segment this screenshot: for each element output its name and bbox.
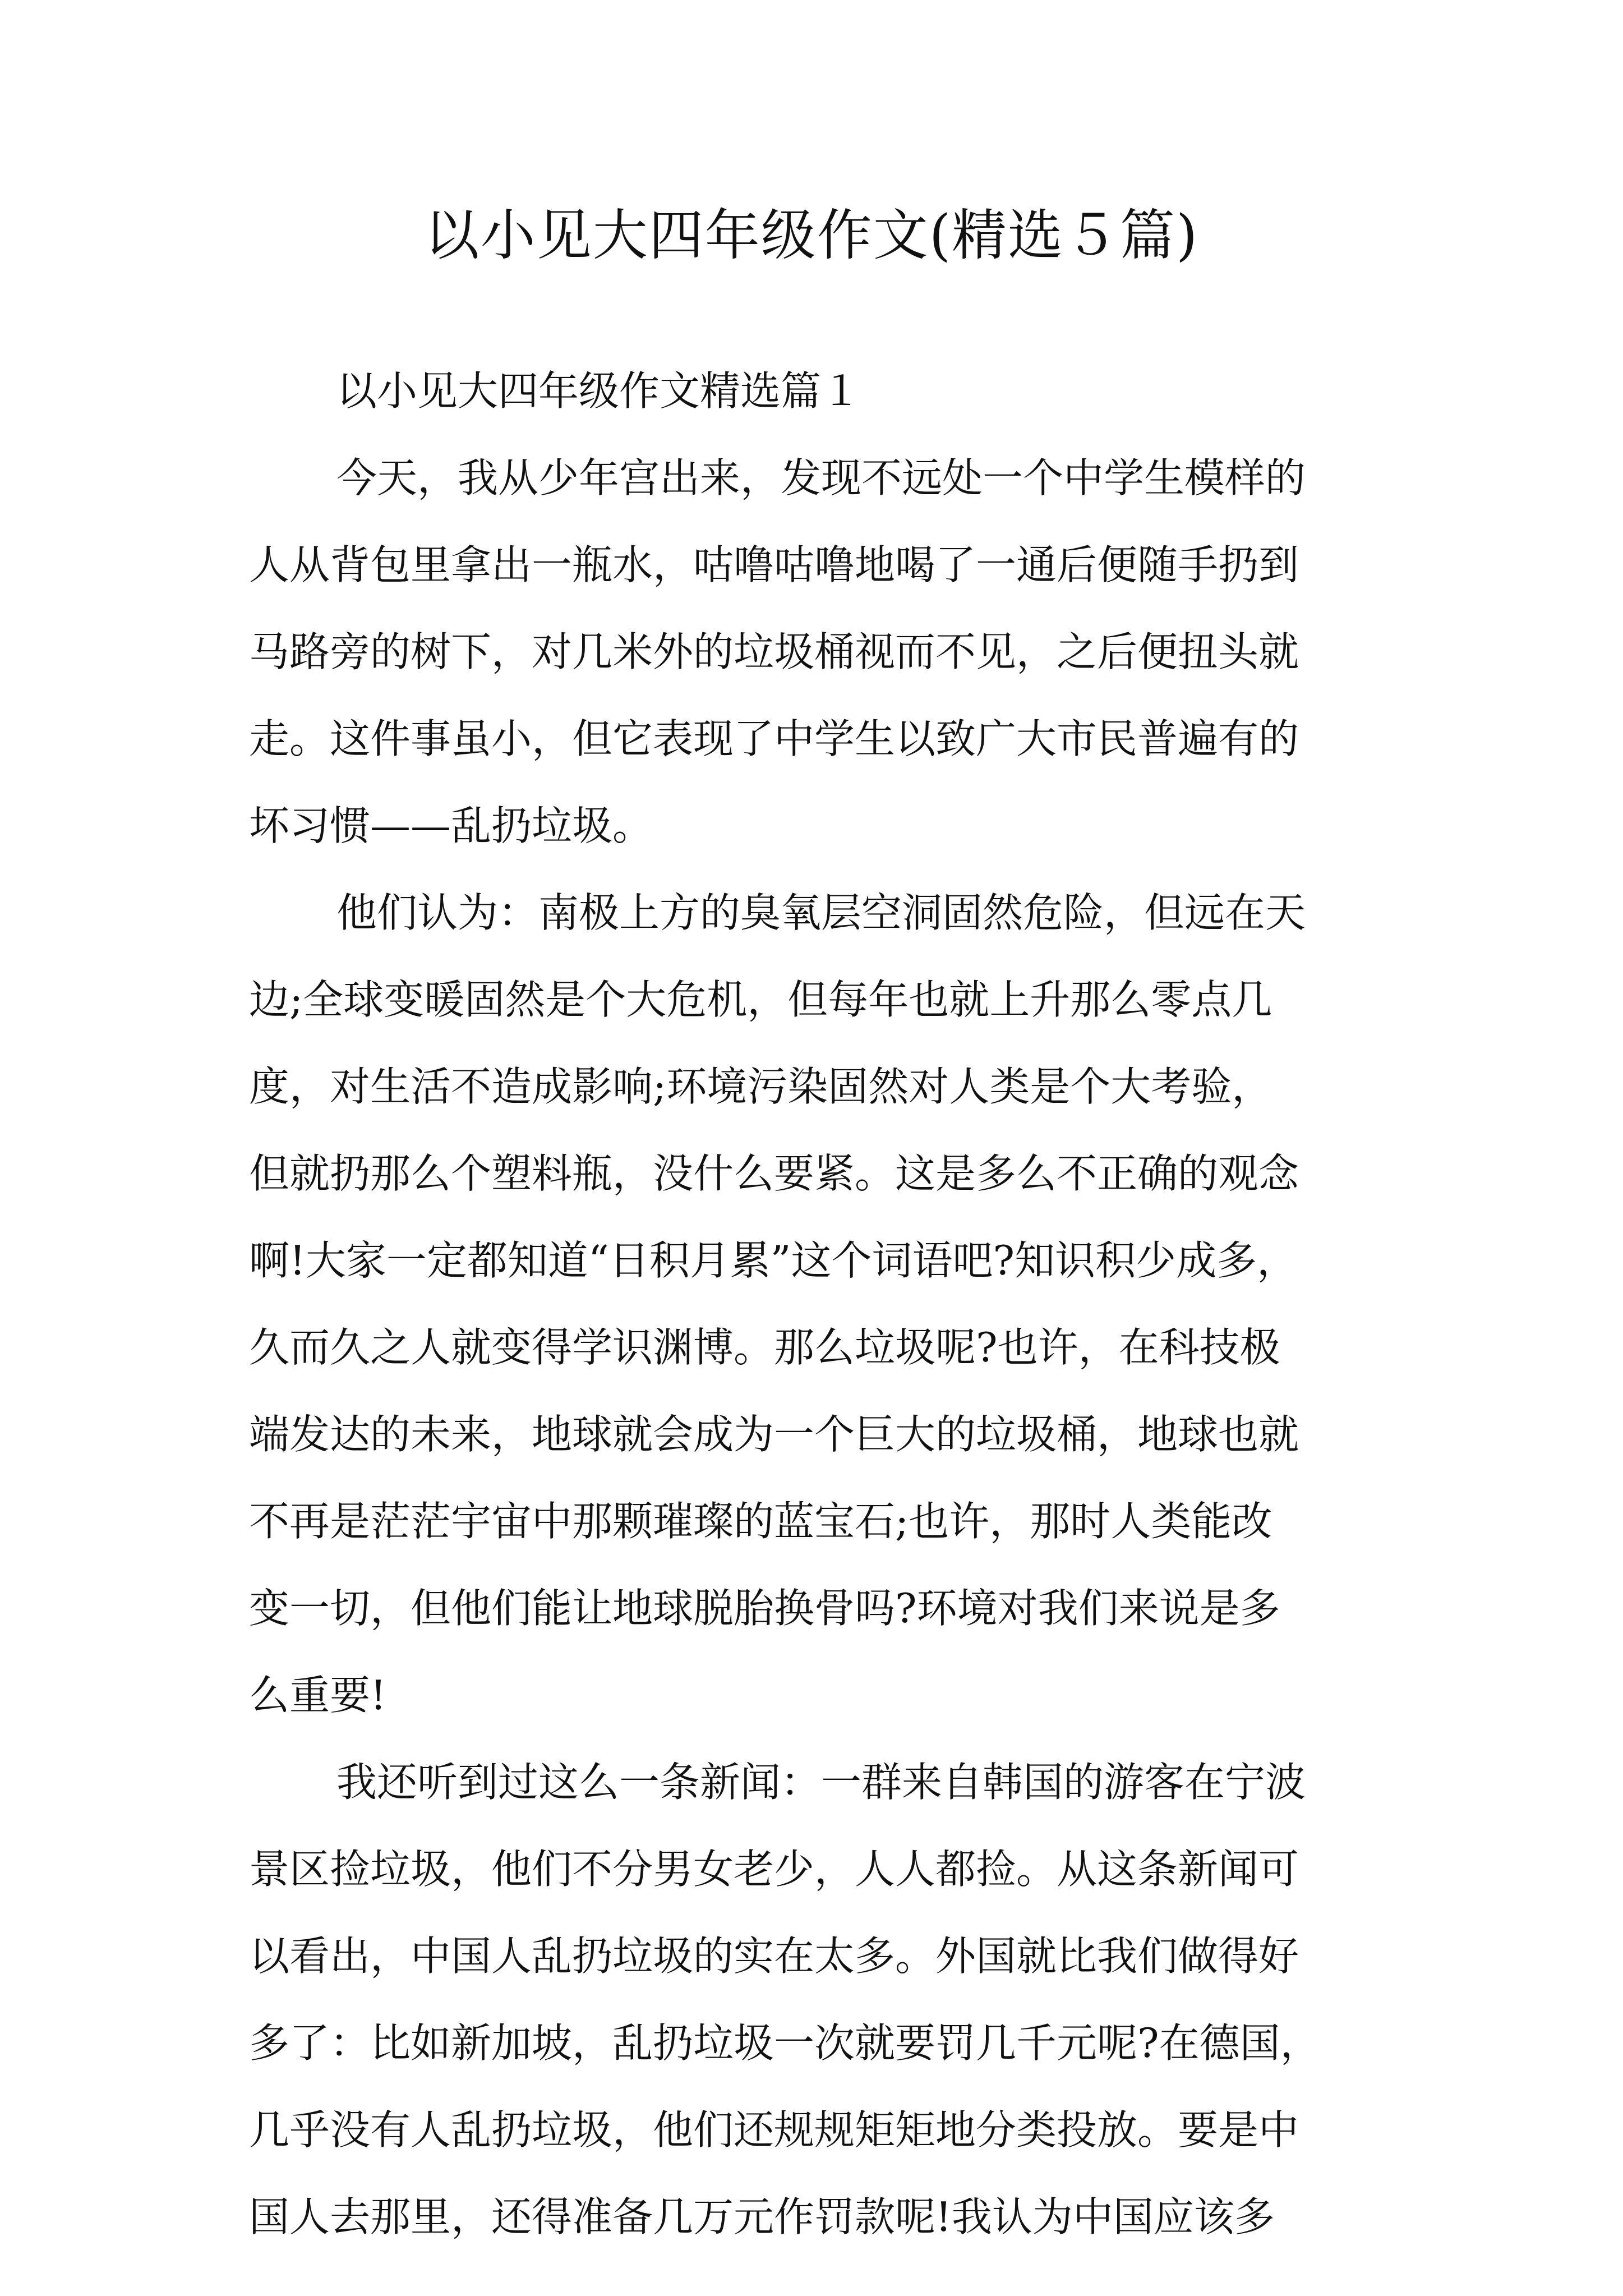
- paragraph-line: 今天，我从少年宫出来，发现不远处一个中学生模样的: [336, 454, 1306, 501]
- paragraph-line: 坏习惯——乱扔垃圾。: [249, 802, 653, 849]
- paragraph-line: 么重要!: [249, 1672, 386, 1719]
- document-title: 以小见大四年级作文(精选５篇): [424, 204, 1199, 268]
- paragraph-line: 变一切，但他们能让地球脱胎换骨吗?环境对我们来说是多: [249, 1585, 1280, 1632]
- paragraph-line: 几乎没有人乱扔垃圾，他们还规规矩矩地分类投放。要是中: [249, 2106, 1299, 2154]
- section-heading: 以小见大四年级作文精选篇１: [336, 367, 862, 415]
- paragraph-line: 马路旁的树下，对几米外的垃圾桶视而不见，之后便扭头就: [249, 628, 1299, 675]
- paragraph-line: 啊!大家一定都知道“日积月累”这个词语吧?知识积少成多，: [249, 1237, 1298, 1284]
- paragraph-line: 度，对生活不造成影响;环境污染固然对人类是个大考验，: [249, 1063, 1272, 1110]
- paragraph-line: 不再是茫茫宇宙中那颗璀璨的蓝宝石;也许，那时人类能改: [249, 1498, 1272, 1545]
- paragraph-line: 但就扔那么个塑料瓶，没什么要紧。这是多么不正确的观念: [249, 1150, 1299, 1197]
- paragraph-line: 多了：比如新加坡，乱扔垃圾一次就要罚几千元呢?在德国，: [249, 2019, 1321, 2067]
- paragraph-line: 我还听到过这么一条新闻：一群来自韩国的游客在宁波: [336, 1759, 1306, 1806]
- document-body: [249, 348, 1399, 2261]
- paragraph-line: 久而久之人就变得学识渊博。那么垃圾呢?也许，在科技极: [249, 1324, 1280, 1371]
- paragraph-line: 端发达的未来，地球就会成为一个巨大的垃圾桶，地球也就: [249, 1411, 1299, 1458]
- paragraph-line: 国人去那里，还得准备几万元作罚款呢!我认为中国应该多: [249, 2193, 1275, 2240]
- paragraph-line: 以看出，中国人乱扔垃圾的实在太多。外国就比我们做得好: [249, 1932, 1299, 1980]
- paragraph-line: 边;全球变暖固然是个大危机，但每年也就上升那么零点几: [249, 976, 1272, 1023]
- paragraph-line: 走。这件事虽小，但它表现了中学生以致广大市民普遍有的: [249, 715, 1299, 762]
- paragraph-line: 他们认为：南极上方的臭氧层空洞固然危险，但远在天: [336, 889, 1306, 936]
- paragraph-line: 人从背包里拿出一瓶水，咕噜咕噜地喝了一通后便随手扔到: [249, 541, 1299, 588]
- paragraph-line: 景区捡垃圾，他们不分男女老少，人人都捡。从这条新闻可: [249, 1846, 1299, 1893]
